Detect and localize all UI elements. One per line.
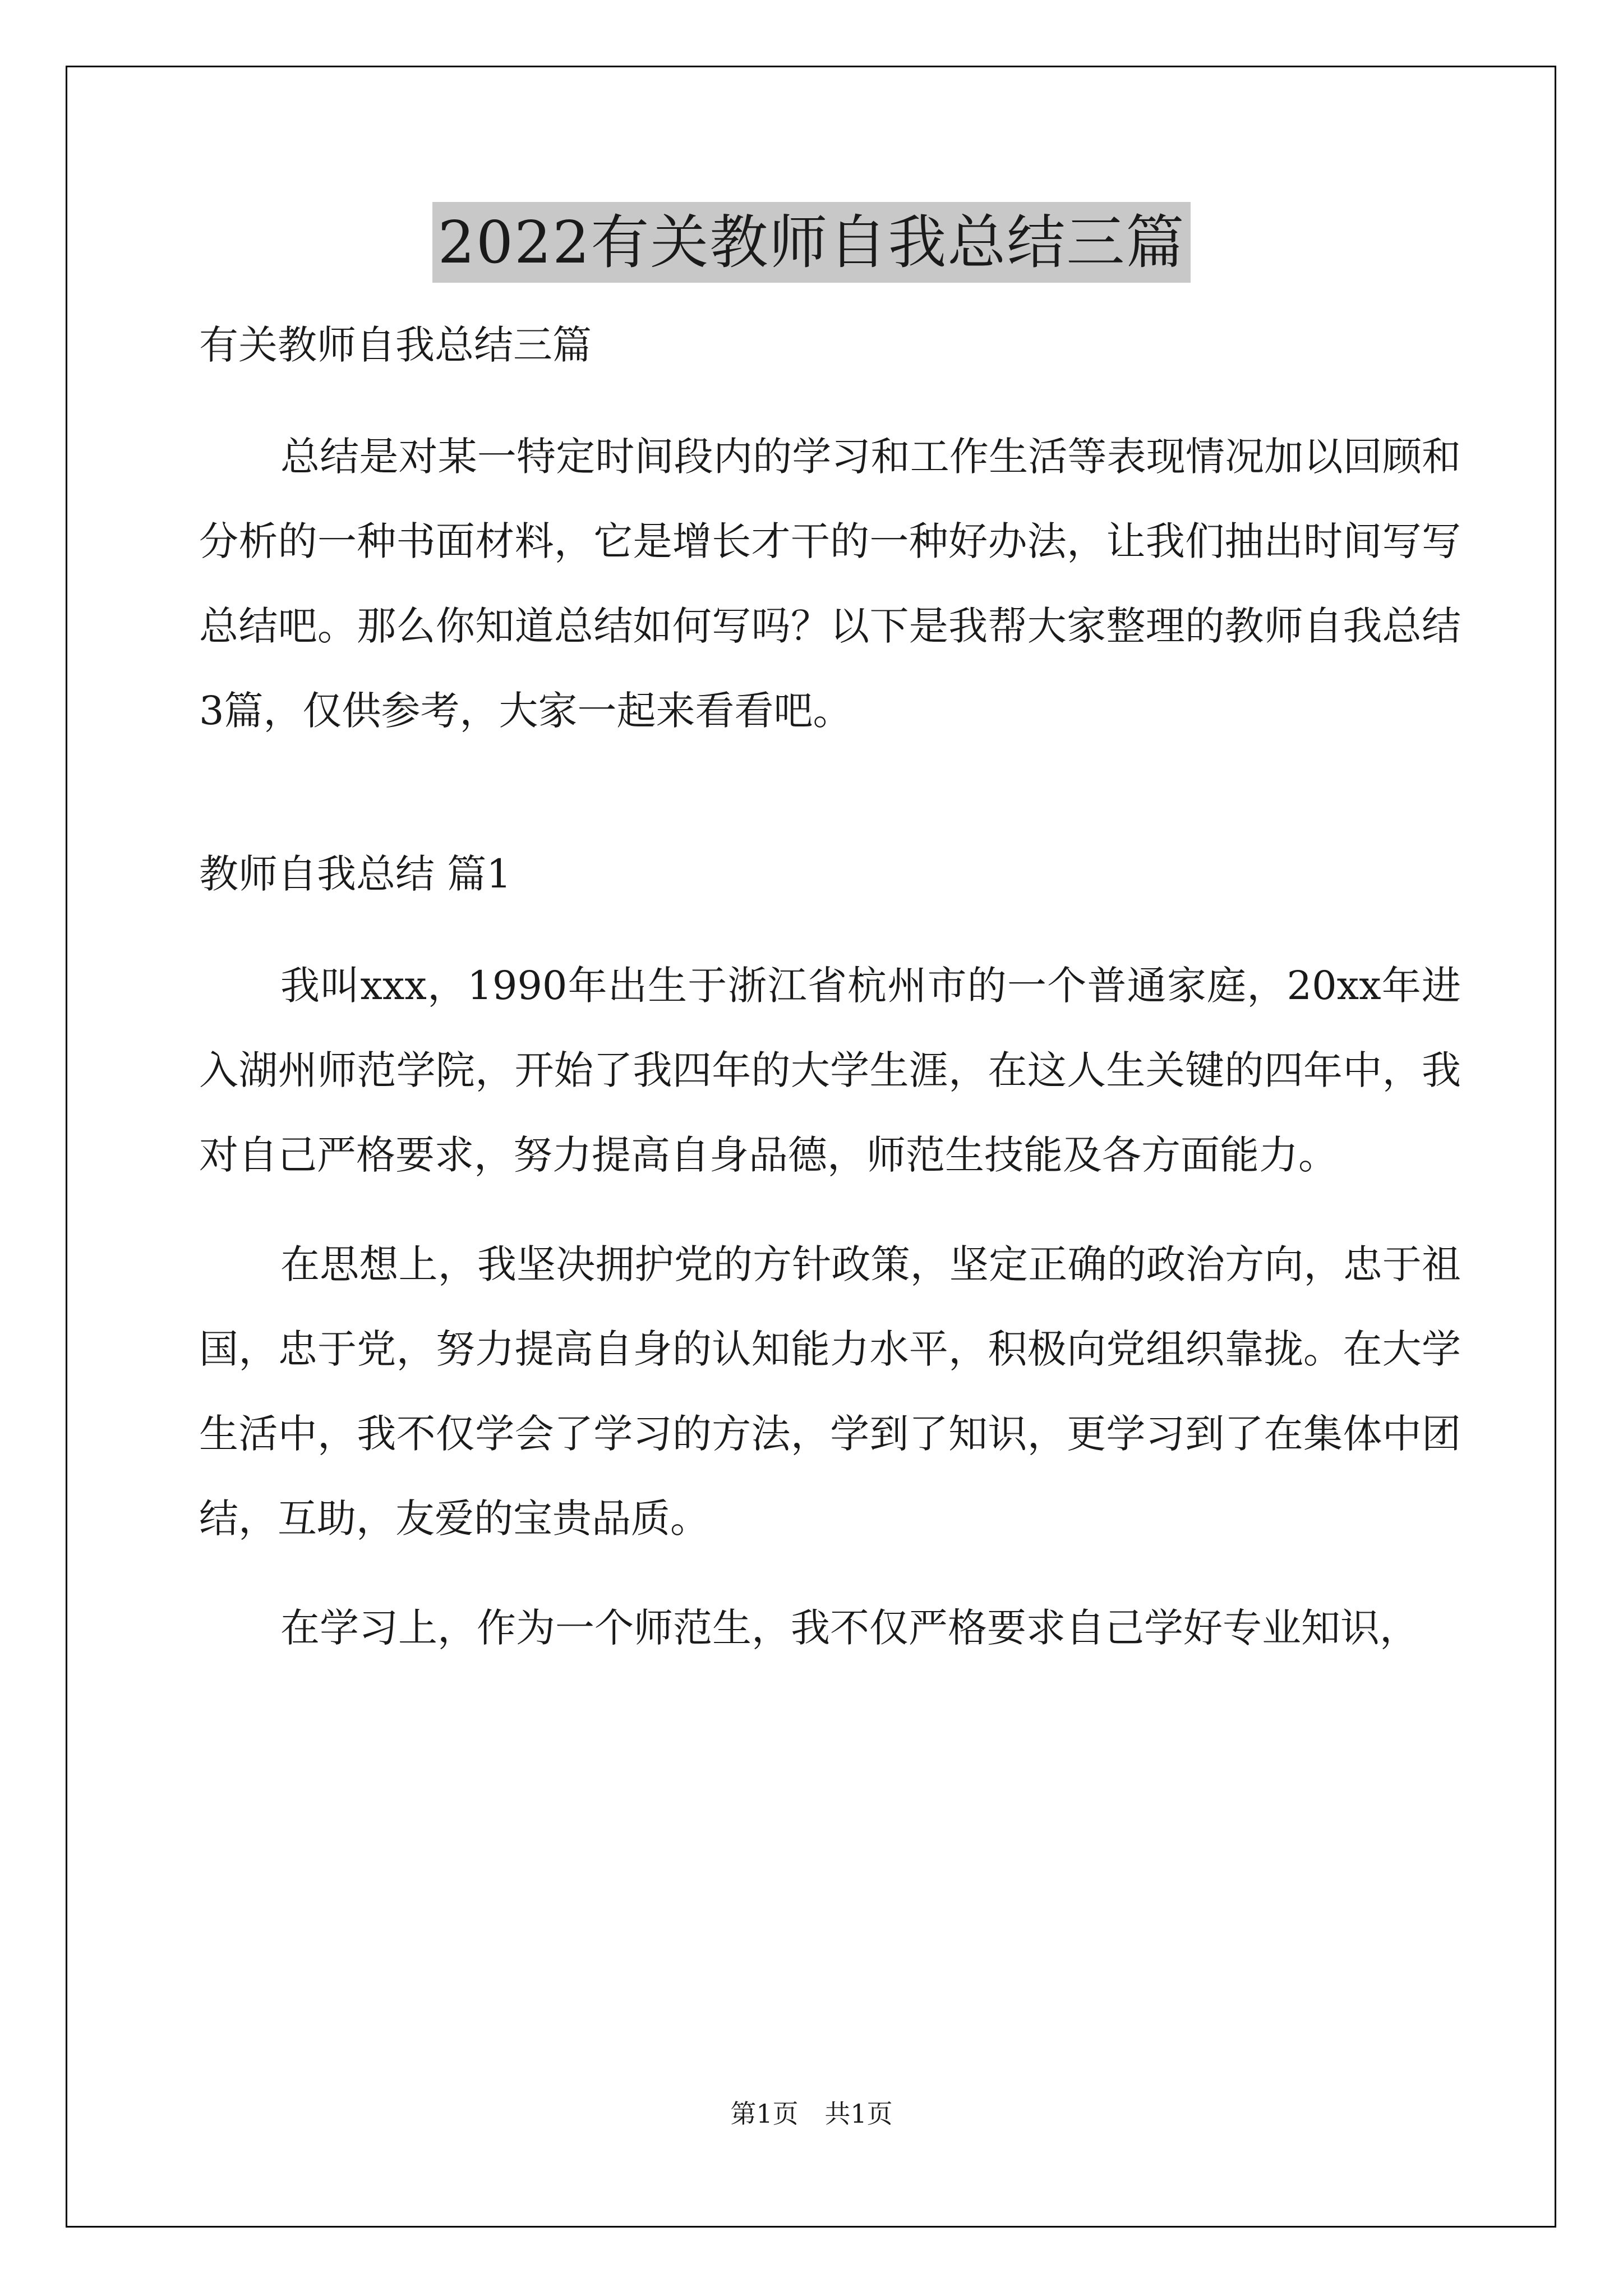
body-paragraph: 在思想上，我坚决拥护党的方针政策，坚定正确的政治方向，忠于祖国，忠于党，努力提高自身的认知能力水平，积极向党组织靠拢。在大学生活中，我不仅学会了学习的方法，学到了知识，更学习到了在集体中团结，互助，友爱的宝贵品质。 [199,1241,1461,1542]
page-footer [0,2097,1623,2131]
page-total: 共1页 [824,2099,893,2129]
document-title: 2022有关教师自我总结三篇 [432,202,1191,283]
intro-paragraph: 总结是对某一特定时间段内的学习和工作生活等表现情况加以回顾和分析的一种书面材料，它是增长才干的一种好办法，让我们抽出时间写写总结吧。那么你知道总结如何写吗？以下是我帮大家整理的教师自我总结3篇，仅供参考，大家一起来看看吧。 [199,434,1461,734]
page-number: 第1页 [730,2099,799,2129]
document-subtitle: 有关教师自我总结三篇 [199,322,592,368]
section-title: 教师自我总结 篇1 [199,851,511,897]
body-paragraph: 我叫xxx，1990年出生于浙江省杭州市的一个普通家庭，20xx年进入湖州师范学院，开始了我四年的大学生涯，在这人生关键的四年中，我对自己严格要求，努力提高自身品德，师范生技能及各方面能力。 [199,963,1461,1178]
body-paragraph: 在学习上，作为一个师范生，我不仅严格要求自己学好专业知识， [280,1605,1419,1651]
document-body [199,303,1461,1695]
title-container [0,202,1623,283]
